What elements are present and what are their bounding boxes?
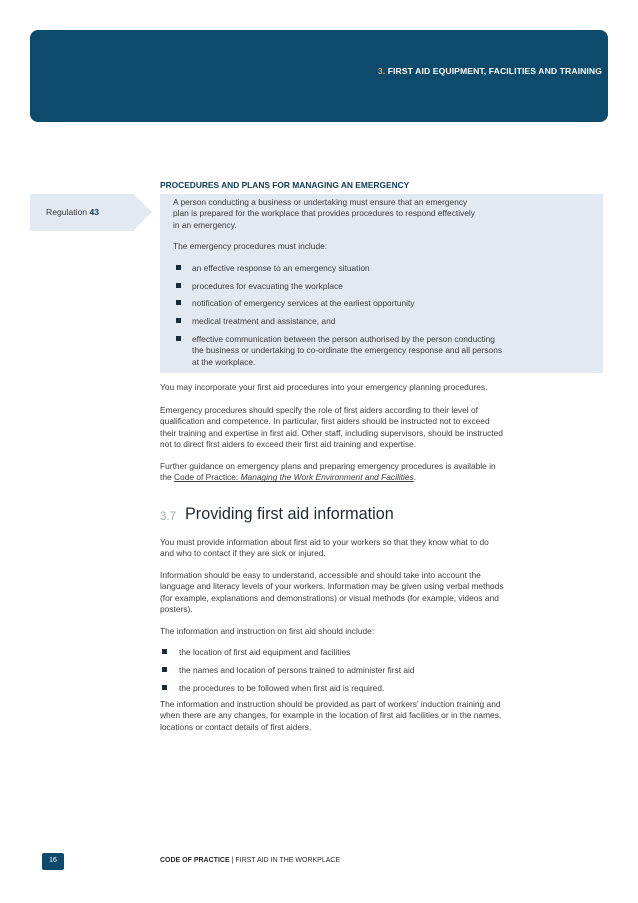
code-of-practice-link[interactable] xyxy=(173,472,417,483)
text-line xyxy=(160,472,496,483)
bullet-square-icon xyxy=(176,300,181,305)
header-section-title xyxy=(378,66,602,76)
body-paragraph xyxy=(160,405,503,450)
text-line: effective communication between the person authorised by the person conducting xyxy=(192,334,495,344)
section-title: Providing first aid information xyxy=(185,505,394,523)
text-line: Emergency procedures should specify the role of first aiders according to their level of xyxy=(160,405,478,415)
bullet-square-icon xyxy=(176,318,181,323)
footer-doc-title: CODE OF PRACTICE xyxy=(160,857,230,864)
regulation-prefix: Regulation xyxy=(46,207,88,217)
regulation-list-intro xyxy=(173,241,327,252)
text-line: the procedures to be followed when first aid is required. xyxy=(179,683,385,693)
text-line: language and literacy levels of your workers. Information may be given using verbal methods xyxy=(160,581,504,592)
list-item xyxy=(192,263,370,274)
text-line: qualification and competence. In particular, first aiders should be instructed not to exceed xyxy=(160,416,490,427)
page-number: 16 xyxy=(49,857,57,864)
header-section-label: FIRST AID EQUIPMENT, FACILITIES AND TRAINING xyxy=(387,66,602,76)
list-item xyxy=(192,334,502,368)
bullet-square-icon xyxy=(176,336,181,341)
text-line: (for example, explanations and demonstrations) or visual methods (for example, videos and xyxy=(160,592,499,603)
text-line: You may incorporate your first aid procedures into your emergency planning procedures. xyxy=(160,382,488,392)
bullet-square-icon xyxy=(162,685,167,690)
bullet-square-icon xyxy=(162,649,167,654)
list-item xyxy=(179,647,350,658)
link-title: Managing the Work Environment and Facilities xyxy=(240,472,414,483)
footer-title xyxy=(160,857,340,864)
text-line: locations or contact details of first aiders. xyxy=(160,721,312,732)
body-paragraph xyxy=(160,537,489,560)
footer-separator: | xyxy=(231,857,234,864)
list-item xyxy=(192,298,415,309)
body-paragraph xyxy=(160,461,496,484)
text-line: the location of first aid equipment and facilities xyxy=(179,647,351,657)
text-line: the business or undertaking to co-ordinate the emergency response and all persons xyxy=(192,345,503,356)
text-line: plan is prepared for the workplace that provides procedures to respond effectively xyxy=(173,208,475,219)
link-prefix: Code of Practice: xyxy=(173,472,241,483)
bullet-square-icon xyxy=(176,283,181,288)
text-fragment: . xyxy=(413,472,417,483)
body-paragraph xyxy=(160,570,504,615)
text-line: when there are any changes, for example in the location of first aid facilities or in the names, xyxy=(160,710,502,721)
text-line: The emergency procedures must include: xyxy=(173,241,328,251)
text-line: Information should be easy to understand, accessible and should take into account the xyxy=(160,570,481,580)
procedures-heading: PROCEDURES AND PLANS FOR MANAGING AN EMERGENCY xyxy=(160,180,410,190)
text-line: posters). xyxy=(160,603,193,614)
text-line: notification of emergency services at the earliest opportunity xyxy=(192,298,415,308)
text-line: at the workplace. xyxy=(192,356,256,367)
list-item xyxy=(179,665,415,676)
body-paragraph xyxy=(160,699,501,733)
text-line: medical treatment and assistance, and xyxy=(192,316,336,326)
text-fragment: the xyxy=(160,472,174,483)
text-line: procedures for evacuating the workplace xyxy=(192,281,343,291)
bullet-square-icon xyxy=(176,265,181,270)
text-line: You must provide information about first aid to your workers so that they know what to do xyxy=(160,537,489,547)
regulation-number: 43 xyxy=(89,207,100,217)
list-intro xyxy=(160,626,374,637)
section-number: 3.7 xyxy=(160,511,176,523)
text-line: in an emergency. xyxy=(173,219,237,230)
text-line: their training and expertise in first aid. Other staff, including supervisors, should be instructed xyxy=(160,427,503,438)
header-section-number: 3. xyxy=(377,66,386,76)
list-item xyxy=(192,316,335,327)
text-line: Further guidance on emergency plans and preparing emergency procedures is available in xyxy=(160,461,496,471)
text-line: not to direct first aiders to exceed their first aid training and expertise. xyxy=(160,438,417,449)
text-line: The information and instruction on first aid should include: xyxy=(160,626,375,636)
list-item xyxy=(192,281,343,292)
text-line: an effective response to an emergency situation xyxy=(192,263,370,273)
list-item xyxy=(179,683,384,694)
footer-doc-subtitle: FIRST AID IN THE WORKPLACE xyxy=(235,857,341,864)
text-line: and who to contact if they are sick or injured. xyxy=(160,548,326,559)
header-banner xyxy=(30,30,608,122)
body-paragraph xyxy=(160,382,487,393)
regulation-intro xyxy=(173,197,475,231)
regulation-label xyxy=(46,207,99,217)
text-line: The information and instruction should be provided as part of workers' induction training and xyxy=(160,699,501,709)
text-line: A person conducting a business or undertaking must ensure that an emergency xyxy=(173,197,468,207)
bullet-square-icon xyxy=(162,667,167,672)
text-line: the names and location of persons trained to administer first aid xyxy=(179,665,415,675)
